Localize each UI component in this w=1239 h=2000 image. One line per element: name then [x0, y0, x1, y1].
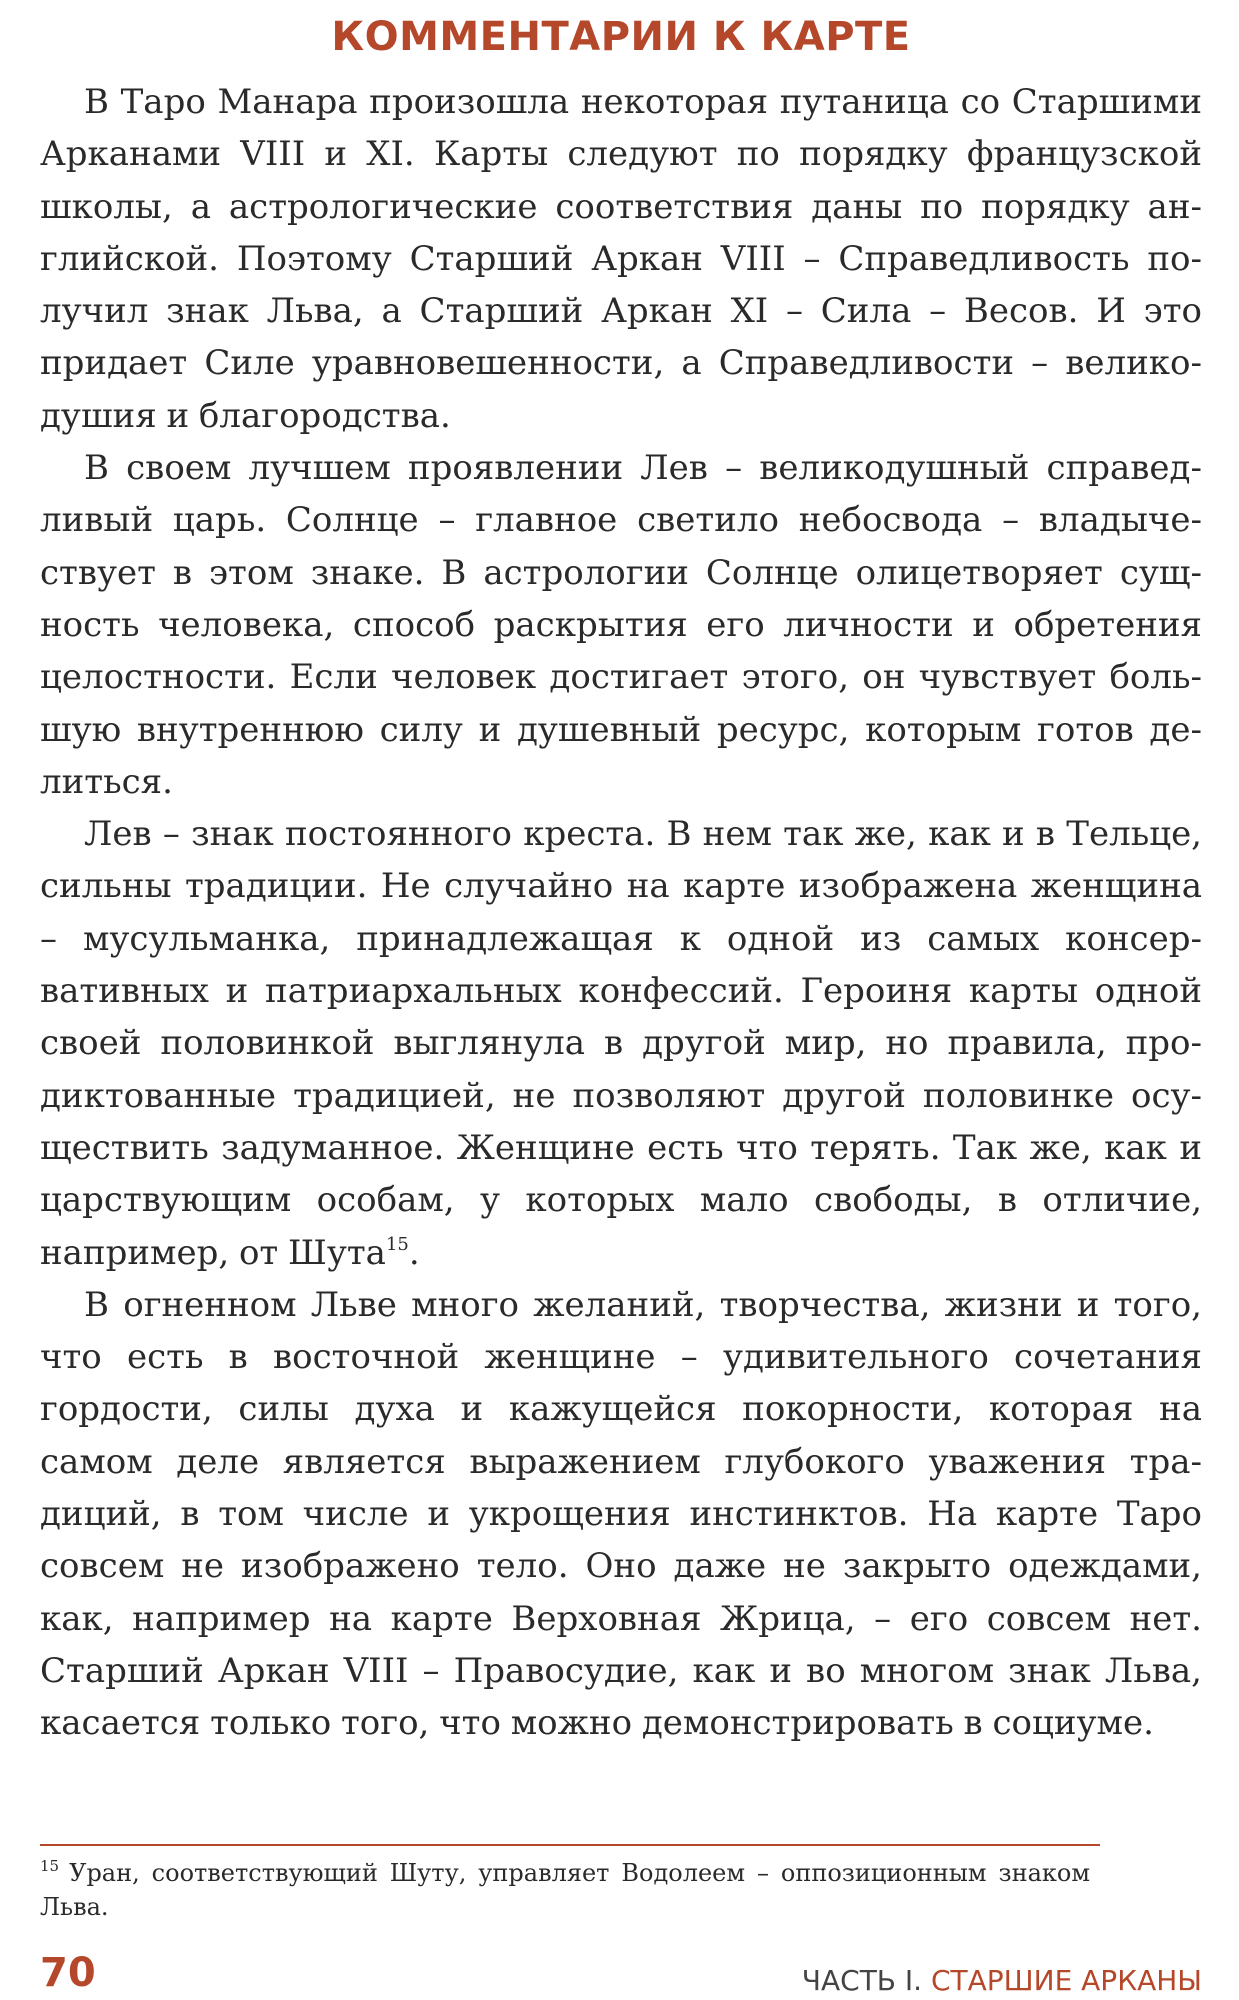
- footnote: [40, 1856, 1090, 1924]
- page-number: 70: [40, 1950, 96, 1996]
- footnote-divider: [40, 1844, 1100, 1846]
- paragraph-2: В своем лучшем проявлении Лев – великодушный справедливый царь. Солнце – главное светило небосвода – владычествует в этом знаке. В астрологии Солнце олицетворяет сущность человека, способ раскрытия его личности и обретения целостности. Если человек достигает этого, он чувствует большую внутреннюю силу и душевный ресурс, которым готов делиться.: [40, 448, 1202, 802]
- footer-section: СТАРШИЕ АРКАНЫ: [930, 1964, 1202, 1997]
- footnote-reference[interactable]: 15: [385, 1233, 409, 1255]
- body-text: [40, 76, 1202, 1750]
- footer-part: ЧАСТЬ I.: [801, 1964, 923, 1997]
- paragraph-3-text: Лев – знак постоянного креста. В нем так же, как и в Тельце, сильны традиции. Не случайно на карте изображена женщина – мусульманка, принадлежащая к одной из самых консервативных и патриархальных конфессий. Героиня карты одной своей половинкой выглянула в другой мир, но правила, продиктованные традицией, не позволяют другой половинке осуществить задуманное. Женщине есть что терять. Так же, как и царствующим особам, у которых мало свободы, в отличие, например, от Шута: [40, 814, 1202, 1273]
- paragraph-4: В огненном Льве много желаний, творчества, жизни и того, что есть в восточной женщине – удивительного сочетания гордости, силы духа и кажущейся покорности, которая на самом деле является выражением глубокого уважения традиций, в том числе и укрощения инстинктов. На карте Таро совсем не изображено тело. Оно даже не закрыто одеждами, как, например на карте Верховная Жрица, – его совсем нет. Старший Аркан VIII – Правосудие, как и во многом знак Льва, касается только того, что можно демонстрировать в социуме.: [40, 1284, 1202, 1744]
- paragraph-3: [40, 808, 1202, 1279]
- footnote-text: Уран, соответствующий Шуту, управляет Водолеем – оппозиционным знаком Льва.: [40, 1859, 1090, 1921]
- running-footer: [802, 1964, 1202, 1997]
- paragraph-3-end: .: [408, 1232, 420, 1273]
- book-page: [40, 0, 1202, 2000]
- footnote-number: 15: [40, 1857, 60, 1875]
- section-heading: КОММЕНТАРИИ К КАРТЕ: [331, 14, 911, 60]
- paragraph-1: В Таро Манара произошла некоторая путаница со Старшими Арканами VIII и XI. Карты следуют по порядку французской школы, а астрологические соответствия даны по порядку английской. Поэтому Старший Аркан VIII – Справедливость получил знак Льва, а Старший Аркан XI – Сила – Весов. И это придает Силе уравновешенности, а Справедливости – великодушия и благородства.: [40, 82, 1202, 436]
